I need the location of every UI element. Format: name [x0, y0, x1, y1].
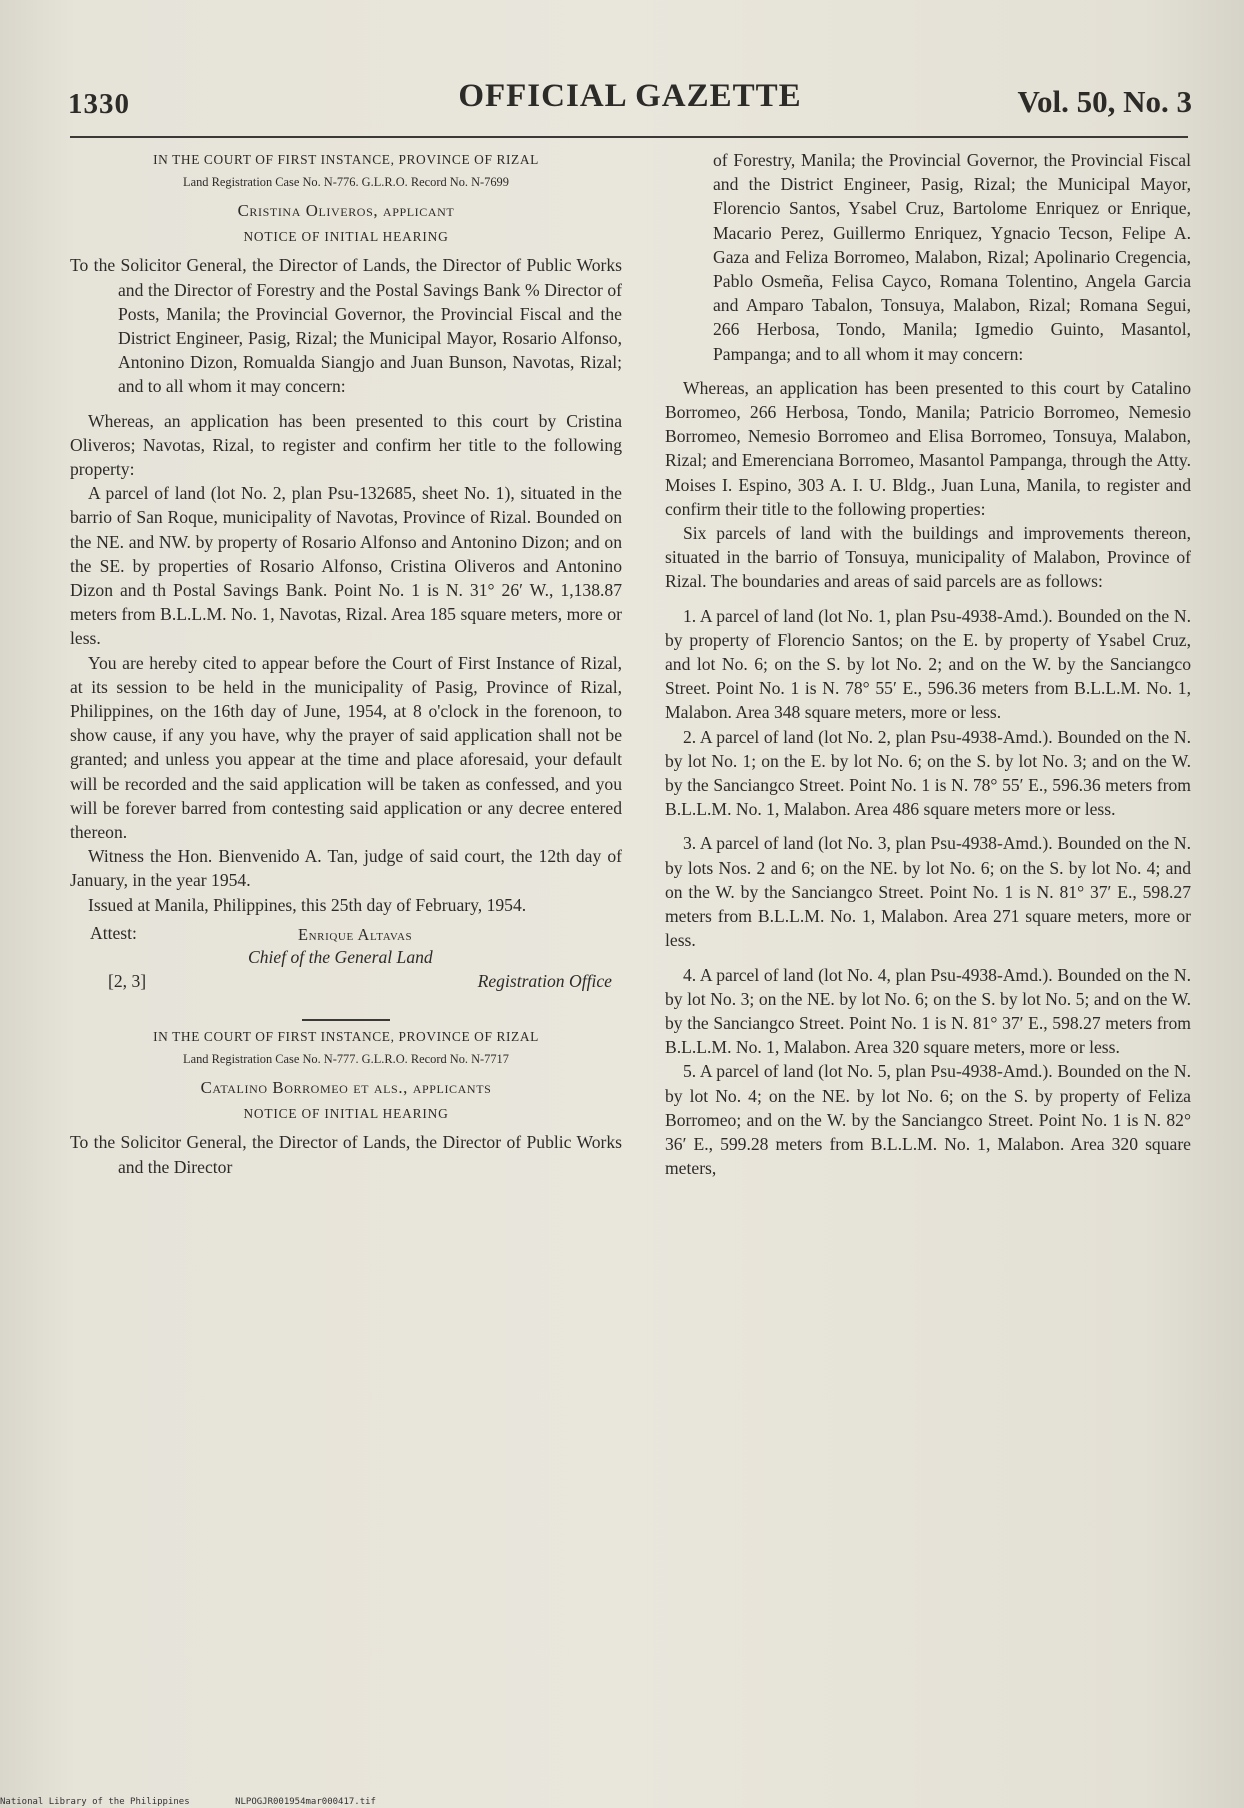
- notice2-whereas: Whereas, an application has been presented to this court by Catalino Borromeo, 266 Herbosa, Tondo, Manila; Patricio Borromeo, Nemesio Borromeo, Nemesio Borromeo and Elisa Borromeo, Tonsuya, Malabon, Rizal; and Emerenciana Borromeo, Masantol Pampanga, through the Atty. Moises I. Espino, 303 A. I. U. Bldg., Juan Luna, Manila, to register and confirm their title to the following properties:: [665, 377, 1191, 519]
- notice2-case: Land Registration Case No. N-777. G.L.R.O. Record No. N-7717: [183, 1051, 509, 1066]
- notice1-case: Land Registration Case No. N-776. G.L.R.O. Record No. N-7699: [183, 175, 509, 189]
- header-rule: [70, 136, 1188, 138]
- notice1-title: NOTICE OF INITIAL HEARING: [243, 229, 449, 245]
- page-number: 1330: [68, 88, 130, 120]
- notice-separator: [302, 1019, 390, 1021]
- notice2-title: NOTICE OF INITIAL HEARING: [243, 1106, 449, 1122]
- notice1-witness: Witness the Hon. Bienvenido A. Tan, judge of said court, the 12th day of January, in the year 1954.: [70, 846, 622, 891]
- notice1-parcel: A parcel of land (lot No. 2, plan Psu-132685, sheet No. 1), situated in the barrio of San Roque, municipality of Navotas, Province of Rizal. Bounded on the NE. and NW. by property of Rosario Alfonso and Antonino Dizon; and on the SE. by properties of Rosario Alfonso, Cristina Oliveros and Antonino Dizon and th Postal Savings Bank. Point No. 1 is N. 31° 26′ W., 1,138.87 meters from B.L.L.M. No. 1, Navotas, Rizal. Area 185 square meters, more or less.: [70, 483, 622, 649]
- parcel-item: 5. A parcel of land (lot No. 5, plan Psu-4938-Amd.). Bounded on the N. by lot No. 4; on the NE. by lot No. 6; on the S. by property of Feliza Borromeo; and on the W. by the Sanciangco Street. Point No. 1 is N. 82° 36′ E., 599.28 meters from B.L.L.M. No. 1, Malabon. Area 320 square meters,: [665, 1061, 1191, 1179]
- parcel-item: 4. A parcel of land (lot No. 4, plan Psu-4938-Amd.). Bounded on the N. by lot No. 3; on the NE. by lot No. 6; on the S. by lot No. 5; and on the W. by the Sanciangco Street. Point No. 1 is N. 81° 37′ E., 598.27 meters from B.L.L.M. No. 1, Malabon. Area 320 square meters, more or less.: [665, 964, 1191, 1058]
- attestation-block: [70, 921, 622, 1003]
- publication-title: OFFICIAL GAZETTE: [458, 78, 802, 114]
- page-header: [68, 78, 1192, 128]
- notice1-addressees: To the Solicitor General, the Director of Lands, the Director of Public Works and the Director of Forestry and the Postal Savings Bank % Director of Posts, Manila; the Provincial Governor, the Provincial Fiscal and the District Engineer, Pasig, Rizal; the Municipal Mayor, Rosario Alfonso, Antonino Dizon, Romualda Siangjo and Juan Bunson, Navotas, Rizal; and to all whom it may concern:: [70, 255, 622, 397]
- notice1-applicant: Cristina Oliveros, applicant: [237, 201, 455, 220]
- scan-footer: [0, 1796, 1244, 1808]
- notice1-whereas: Whereas, an application has been presented to this court by Cristina Oliveros; Navotas, Rizal, to register and confirm her title to the following property:: [70, 410, 622, 480]
- notice2-court: IN THE COURT OF FIRST INSTANCE, PROVINCE OF RIZAL: [153, 1028, 539, 1044]
- notice1-court: IN THE COURT OF FIRST INSTANCE, PROVINCE OF RIZAL: [153, 152, 539, 167]
- parcel-item: 1. A parcel of land (lot No. 1, plan Psu-4938-Amd.). Bounded on the N. by property of Florencio Santos; on the E. by property of Ysabel Cruz, and lot No. 6; on the S. by lot No. 2; and on the W. by the Sanciangco Street. Point No. 1 is N. 78° 55′ E., 596.36 meters from B.L.L.M. No. 1, Malabon. Area 348 square meters, more or less.: [665, 605, 1191, 723]
- attest-label: Attest:: [90, 922, 137, 943]
- notice2-addressees-cont: of Forestry, Manila; the Provincial Governor, the Provincial Fiscal and the District Engineer, Pasig, Rizal; the Municipal Mayor, Florencio Santos, Ysabel Cruz, Bartolome Enriquez or Enrique, Macario Perez, Guillermo Enriquez, Ygnacio Tecson, Felipe A. Gaza and Feliza Borromeo, Malabon, Rizal; Apolinario Cregencia, Pablo Osmeña, Felisa Cayco, Romana Tolentino, Angela Garcia and Amparo Tabalon, Tonsuya, Malabon, Rizal; Romana Segui, 266 Herbosa, Tondo, Manila; Igmedio Guinto, Masantol, Pampanga; and to all whom it may concern:: [713, 150, 1191, 364]
- issue-numbers: [2, 3]: [108, 970, 147, 991]
- footer-filename: NLPOGJR001954mar000417.tif: [235, 1797, 376, 1807]
- attest-signatory: Enrique Altavas: [298, 924, 413, 944]
- parcel-item: 2. A parcel of land (lot No. 2, plan Psu-4938-Amd.). Bounded on the N. by lot No. 1; on the E. by lot No. 6; on the S. by lot No. 3; and on the W. by the Sanciangco Street. Point No. 1 is N. 78° 55′ E., 596.36 meters from B.L.L.M. No. 1, Malabon. Area 486 square meters more or less.: [665, 726, 1191, 820]
- parcel-item: 3. A parcel of land (lot No. 3, plan Psu-4938-Amd.). Bounded on the N. by lots Nos. 2 and 6; on the NE. by lot No. 6; on the S. by lot No. 4; and on the W. by the Sanciangco Street. Point No. 1 is N. 81° 37′ E., 598.27 meters from B.L.L.M. No. 1, Malabon. Area 271 square meters, more or less.: [665, 833, 1191, 951]
- left-column: [70, 148, 622, 1179]
- notice2-addressees-start: To the Solicitor General, the Director of Lands, the Director of Public Works and the Director: [70, 1132, 622, 1177]
- notice2-applicants: Catalino Borromeo et als., applicants: [200, 1077, 492, 1097]
- right-column: [665, 148, 1191, 1180]
- notice1-issued: Issued at Manila, Philippines, this 25th day of February, 1954.: [88, 894, 527, 915]
- volume-number: Vol. 50, No. 3: [1017, 84, 1192, 119]
- attest-office: Registration Office: [477, 970, 612, 991]
- notice1-citation: You are hereby cited to appear before the Court of First Instance of Rizal, at its session to be held in the municipality of Pasig, Province of Rizal, Philippines, on the 16th day of June, 1954, at 8 o'clock in the forenoon, to show cause, if any you have, why the prayer of said application shall not be granted; and unless you appear at the time and place aforesaid, your default will be recorded and the said application will be taken as confessed, and you will be forever barred from contesting said application or any decree entered thereon.: [70, 652, 622, 843]
- footer-library: National Library of the Philippines: [0, 1797, 190, 1807]
- attest-position: Chief of the General Land: [248, 946, 433, 967]
- notice2-six-parcels: Six parcels of land with the buildings and improvements thereon, situated in the barrio of Tonsuya, municipality of Malabon, Province of Rizal. The boundaries and areas of said parcels are as follows:: [665, 523, 1191, 592]
